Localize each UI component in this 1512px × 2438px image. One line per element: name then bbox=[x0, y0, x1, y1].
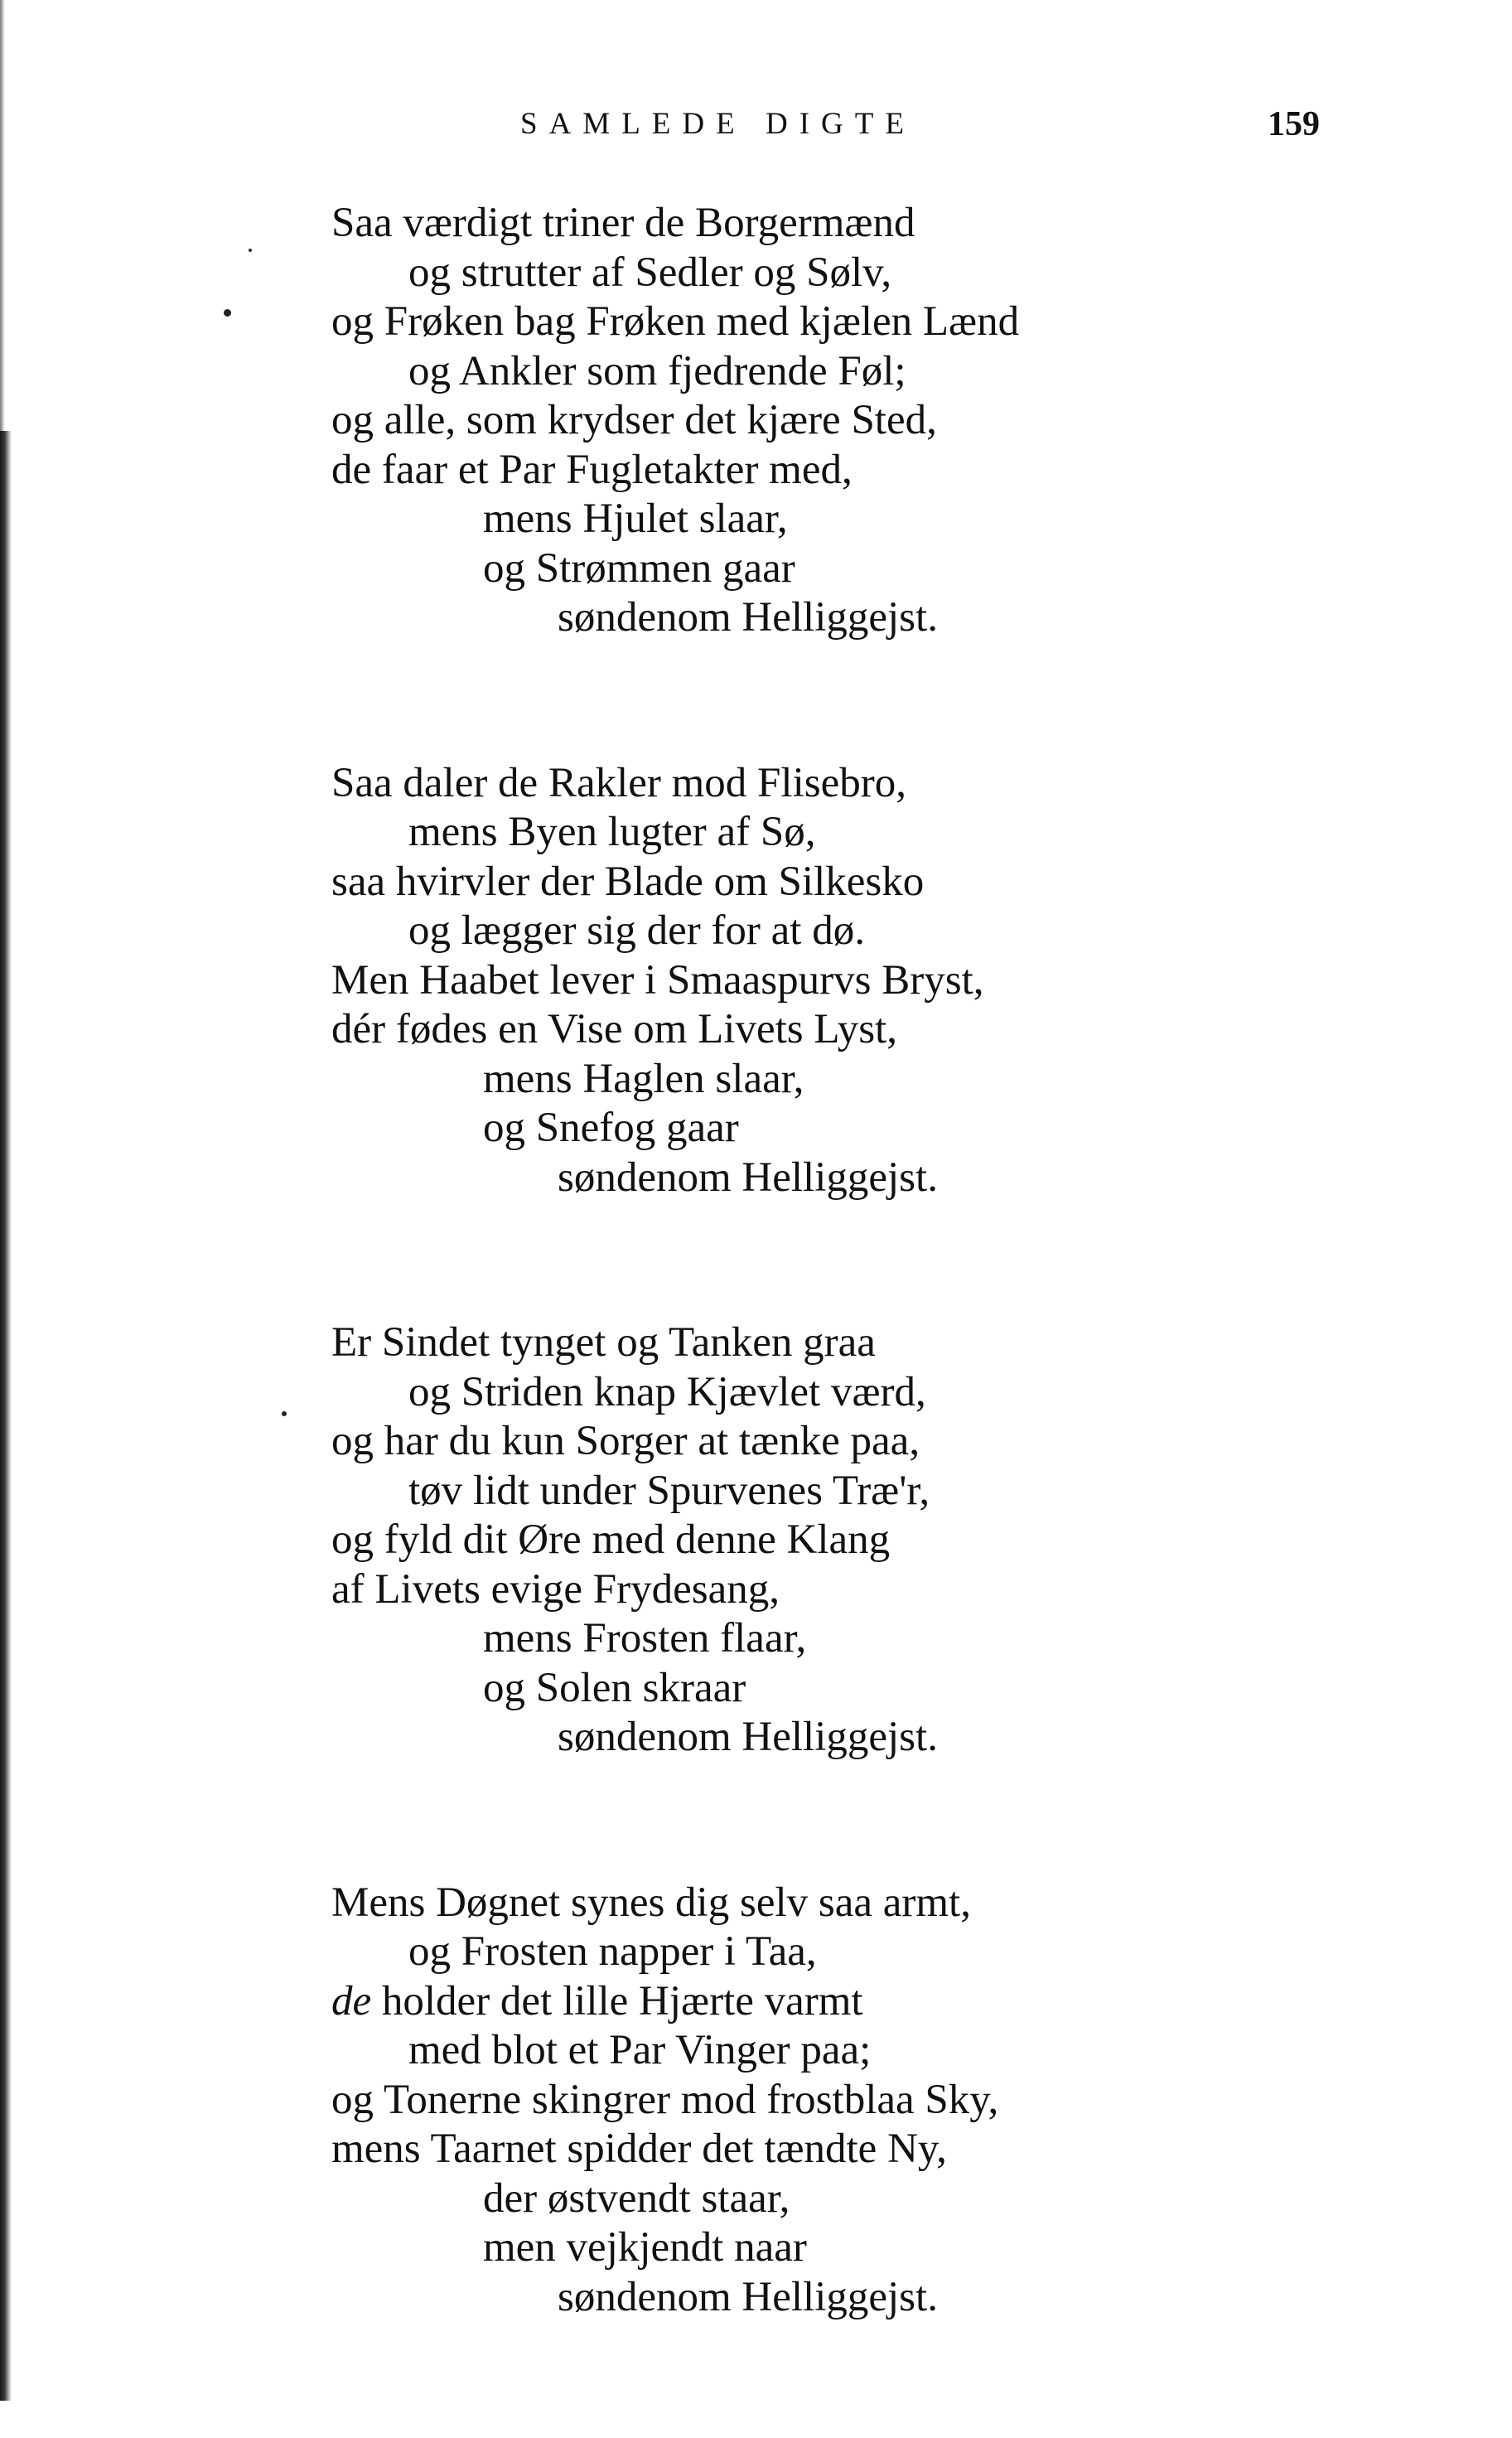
scan-speck bbox=[249, 249, 252, 252]
poem-line-text: mens Byen lugter af Sø, bbox=[408, 809, 816, 855]
italic-word: de bbox=[331, 1977, 372, 2024]
stanza bbox=[331, 1879, 1210, 2323]
poem-line-text: og har du kun Sorger at tænke paa, bbox=[331, 1418, 920, 1464]
poem-line bbox=[331, 1664, 1210, 1714]
poem-line bbox=[331, 495, 1210, 544]
poem-line bbox=[331, 759, 1210, 809]
poem-line bbox=[331, 249, 1210, 298]
poem-line-text: og Frøken bag Frøken med kjælen Lænd bbox=[331, 298, 1020, 345]
stanza bbox=[331, 1318, 1210, 1763]
poem-line bbox=[331, 1005, 1210, 1055]
running-title: SAMLEDE DIGTE bbox=[520, 107, 915, 141]
poem-line-text: og Striden knap Kjævlet værd, bbox=[408, 1368, 926, 1415]
poem-line bbox=[331, 544, 1210, 594]
poem-line-text: saa hvirvler der Blade om Silkesko bbox=[331, 858, 925, 905]
poem-line-text: af Livets evige Frydesang, bbox=[331, 1565, 780, 1613]
poem-line bbox=[331, 396, 1210, 446]
poem-line bbox=[331, 2026, 1210, 2076]
poem-line bbox=[331, 808, 1210, 858]
stanza bbox=[331, 759, 1210, 1203]
poem-line-text: mens Taarnet spidder det tændte Ny, bbox=[331, 2126, 947, 2172]
poem-line-text: og alle, som krydser det kjære Sted, bbox=[331, 397, 937, 443]
poem-line-text: de faar et Par Fugletakter med, bbox=[331, 446, 853, 493]
poem-line bbox=[331, 2273, 1210, 2323]
poem-line-text: og strutter af Sedler og Sølv, bbox=[408, 249, 892, 296]
poem-line bbox=[331, 1565, 1210, 1615]
poem-line-text: Men Haabet lever i Smaaspurvs Bryst, bbox=[331, 956, 984, 1004]
poem-line-text: og Frosten napper i Taa, bbox=[408, 1928, 817, 1975]
poem-line-text: Mens Døgnet synes dig selv saa armt, bbox=[331, 1879, 971, 1926]
poem-line bbox=[331, 297, 1210, 347]
poem-line-text: og Strømmen gaar bbox=[483, 544, 795, 592]
poem-line-text: og fyld dit Øre med denne Klang bbox=[331, 1516, 891, 1563]
poem-line bbox=[331, 347, 1210, 397]
poem-line-text: og Ankler som fjedrende Føl; bbox=[408, 347, 906, 394]
poem-line-text: og Snefog gaar bbox=[483, 1105, 739, 1151]
poem-line-text: der østvendt staar, bbox=[483, 2174, 790, 2222]
poem-line bbox=[331, 2125, 1210, 2174]
poem-line bbox=[331, 1879, 1210, 1928]
poem-line bbox=[331, 1154, 1210, 1203]
poem-line-text: og Solen skraar bbox=[483, 1664, 746, 1711]
poem-line bbox=[331, 1516, 1210, 1565]
page-number: 159 bbox=[1268, 105, 1320, 143]
poem-line-text: men vejkjendt naar bbox=[483, 2224, 807, 2271]
poem-line bbox=[331, 1713, 1210, 1763]
poem-line-text: søndenom Helliggejst. bbox=[558, 594, 938, 641]
poem-line-text: med blot et Par Vinger paa; bbox=[408, 2027, 872, 2073]
poem-line-text: mens Frosten flaar, bbox=[483, 1615, 807, 1662]
poem-line bbox=[331, 1928, 1210, 1977]
poem-line-text: holder det lille Hjærte varmt bbox=[381, 1977, 863, 2024]
poem-line bbox=[331, 858, 1210, 907]
scan-speck bbox=[224, 309, 231, 317]
poem bbox=[331, 199, 1210, 2438]
poem-line bbox=[331, 1417, 1210, 1467]
poem-line-text: Er Sindet tynget og Tanken graa bbox=[331, 1319, 876, 1366]
poem-line bbox=[331, 593, 1210, 643]
scan-edge-shadow bbox=[0, 431, 12, 2401]
poem-line bbox=[331, 1977, 1210, 2027]
poem-line-text: søndenom Helliggejst. bbox=[558, 2273, 938, 2320]
scan-edge-shadow-top bbox=[0, 0, 5, 431]
poem-line-text: Saa værdigt triner de Borgermænd bbox=[331, 200, 915, 246]
poem-line-text: søndenom Helliggejst. bbox=[558, 1154, 938, 1201]
poem-line-text: Saa daler de Rakler mod Flisebro, bbox=[331, 759, 906, 806]
poem-line-text: søndenom Helliggejst. bbox=[558, 1714, 938, 1760]
poem-line bbox=[331, 446, 1210, 496]
poem-line-text: og lægger sig der for at dø. bbox=[408, 907, 865, 954]
poem-line bbox=[331, 1368, 1210, 1418]
poem-line bbox=[331, 2076, 1210, 2126]
poem-line bbox=[331, 1104, 1210, 1154]
poem-line bbox=[331, 1614, 1210, 1664]
poem-line bbox=[331, 1055, 1210, 1105]
poem-line bbox=[331, 2174, 1210, 2224]
poem-line-text: dér fødes en Vise om Livets Lyst, bbox=[331, 1006, 897, 1052]
poem-line-text: og Tonerne skingrer mod frostblaa Sky, bbox=[331, 2076, 999, 2123]
poem-line-text: tøv lidt under Spurvenes Træ'r, bbox=[408, 1467, 930, 1514]
poem-line bbox=[331, 1318, 1210, 1368]
scan-speck bbox=[282, 1411, 287, 1416]
poem-line bbox=[331, 2223, 1210, 2273]
poem-line-text: mens Haglen slaar, bbox=[483, 1055, 804, 1102]
poem-line bbox=[331, 1467, 1210, 1516]
poem-line bbox=[331, 956, 1210, 1006]
poem-line bbox=[331, 199, 1210, 249]
page-header bbox=[0, 106, 1512, 156]
stanza bbox=[331, 199, 1210, 643]
poem-line-text: mens Hjulet slaar, bbox=[483, 496, 788, 542]
poem-line bbox=[331, 907, 1210, 956]
